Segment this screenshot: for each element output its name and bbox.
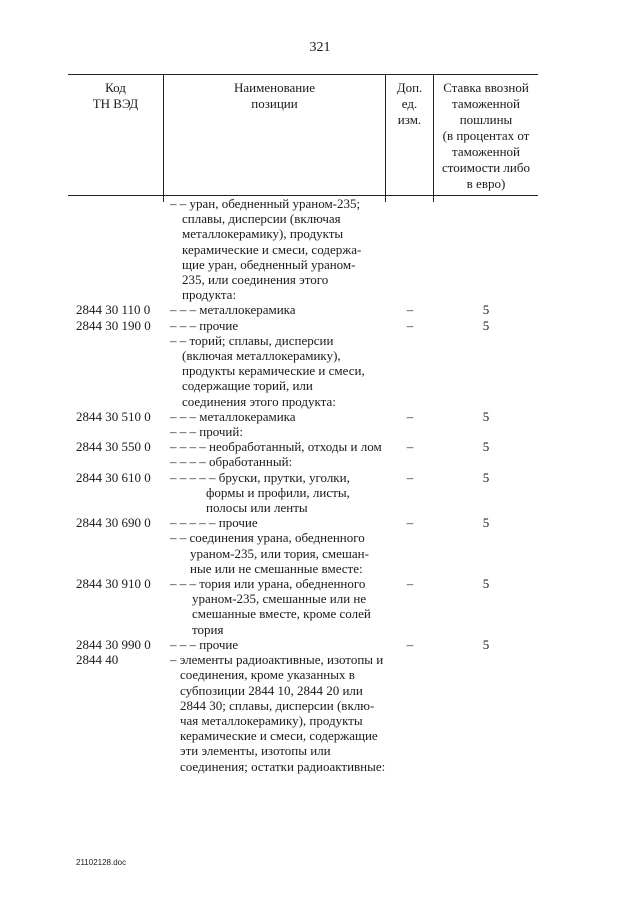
description-line: формы и профили, листы, <box>206 484 350 500</box>
page-number: 321 <box>309 40 331 55</box>
duty-rate: 5 <box>482 515 490 531</box>
description-line: 2844 30; сплавы, дисперсии (вклю- <box>180 697 375 713</box>
description-line: – – торий; сплавы, дисперсии <box>170 332 334 348</box>
tariff-table-body <box>0 196 640 774</box>
unit-dash: – <box>406 636 414 652</box>
table-row <box>0 424 640 439</box>
header-code-line: ТН ВЭД <box>92 96 139 111</box>
description-line: смешанные вместе, кроме солей <box>192 606 371 622</box>
duty-rate: 5 <box>482 439 490 455</box>
description-line: – – соединения урана, обедненного <box>170 530 365 546</box>
description-line: – – – прочие <box>170 317 239 333</box>
description-line: металлокерамику), продукты <box>182 226 344 242</box>
unit-dash: – <box>406 408 414 424</box>
description-line: ураном-235, или тория, смешан- <box>190 545 369 561</box>
header-code-column <box>68 75 163 195</box>
position-description <box>170 652 410 774</box>
description-line: сплавы, дисперсии (включая <box>182 211 341 227</box>
description-line: – – – – обработанный: <box>170 454 293 470</box>
position-description <box>170 576 410 637</box>
unit-dash: – <box>406 515 414 531</box>
description-line: тория <box>192 621 224 637</box>
description-line: – – – металлокерамика <box>170 408 296 424</box>
unit-dash: – <box>406 439 414 455</box>
header-name-line: позиции <box>251 96 298 111</box>
position-description <box>170 530 410 576</box>
header-unit-line: Доп. <box>396 80 423 95</box>
duty-rate: 5 <box>482 317 490 333</box>
unit-dash: – <box>406 317 414 333</box>
tariff-code: 2844 30 690 0 <box>76 515 151 531</box>
position-description <box>170 302 410 317</box>
table-row <box>0 652 640 774</box>
description-line: – – – металлокерамика <box>170 302 296 318</box>
header-unit-column <box>385 75 433 195</box>
unit-dash: – <box>406 469 414 485</box>
header-unit-line: ед. <box>401 96 418 111</box>
description-line: – – – – – прочие <box>170 515 258 531</box>
description-line: – – – – – бруски, прутки, уголки, <box>170 469 350 485</box>
header-rate-line: Ставка ввозной <box>443 80 529 95</box>
unit-dash: – <box>406 302 414 318</box>
position-description <box>170 409 410 424</box>
tariff-code: 2844 30 550 0 <box>76 439 151 455</box>
description-line: (включая металлокерамику), <box>182 348 341 364</box>
position-description <box>170 515 410 530</box>
duty-rate: 5 <box>482 408 490 424</box>
table-row <box>0 454 640 469</box>
description-line: ураном-235, смешанные или не <box>192 591 367 607</box>
description-line: содержащие торий, или <box>182 378 313 394</box>
tariff-code: 2844 30 110 0 <box>76 302 151 318</box>
table-row <box>0 637 640 652</box>
description-line: 235, или соединения этого <box>182 272 329 288</box>
description-line: продукта: <box>182 287 237 303</box>
header-code-line: Код <box>105 80 126 95</box>
table-row <box>0 302 640 317</box>
table-row <box>0 470 640 516</box>
tariff-code: 2844 30 910 0 <box>76 576 151 592</box>
table-row <box>0 515 640 530</box>
position-description <box>170 318 410 333</box>
table-row <box>0 318 640 333</box>
header-rate-line: таможенной <box>452 96 520 111</box>
position-description <box>170 424 410 439</box>
description-line: соединения, кроме указанных в <box>180 667 355 683</box>
description-line: – элементы радиоактивные, изотопы и <box>170 652 384 668</box>
description-line: – – – прочие <box>170 636 239 652</box>
position-description <box>170 333 410 409</box>
duty-rate: 5 <box>482 302 490 318</box>
header-unit-line: изм. <box>397 112 422 127</box>
position-description <box>170 439 410 454</box>
description-line: – – – тория или урана, обедненного <box>170 576 366 592</box>
table-row <box>0 409 640 424</box>
description-line: керамические и смеси, содержа- <box>182 241 362 257</box>
tariff-code: 2844 40 <box>76 652 119 668</box>
tariff-code: 2844 30 610 0 <box>76 469 151 485</box>
tariff-code: 2844 30 510 0 <box>76 408 151 424</box>
description-line: керамические и смеси, содержащие <box>180 728 378 744</box>
position-description <box>170 454 410 469</box>
duty-rate: 5 <box>482 576 490 592</box>
tariff-code: 2844 30 190 0 <box>76 317 151 333</box>
description-line: соединения; остатки радиоактивные: <box>180 758 386 774</box>
description-line: – – – – необработанный, отходы и лом <box>170 439 382 455</box>
table-row <box>0 576 640 637</box>
description-line: ные или не смешанные вместе: <box>190 560 363 576</box>
description-line: щие уран, обедненный ураном- <box>182 256 356 272</box>
header-name-column <box>163 75 385 195</box>
description-line: субпозиции 2844 10, 2844 20 или <box>180 682 363 698</box>
description-line: – – – прочий: <box>170 424 243 440</box>
table-row <box>0 333 640 409</box>
footer-filename: 21102128.doc <box>76 858 127 867</box>
unit-dash: – <box>406 576 414 592</box>
header-rate-line: пошлины <box>459 112 513 127</box>
header-name-line: Наименование <box>234 80 315 95</box>
duty-rate: 5 <box>482 469 490 485</box>
table-row <box>0 196 640 302</box>
description-line: – – уран, обедненный ураном-235; <box>170 196 361 211</box>
description-line: эти элементы, изотопы или <box>180 743 331 759</box>
position-description <box>170 637 410 652</box>
tariff-code: 2844 30 990 0 <box>76 636 151 652</box>
table-header <box>68 74 538 196</box>
description-line: соединения этого продукта: <box>182 393 336 409</box>
header-rate-column <box>433 75 538 195</box>
table-row <box>0 530 640 576</box>
header-rate-line: (в процентах от <box>442 128 530 143</box>
header-rate-line: стоимости либо <box>441 160 530 175</box>
header-rate-line: в евро) <box>466 176 506 191</box>
position-description <box>170 470 410 516</box>
header-rate-line: таможенной <box>452 144 520 159</box>
duty-rate: 5 <box>482 636 490 652</box>
position-description <box>170 196 410 302</box>
description-line: чая металлокерамику), продукты <box>180 712 363 728</box>
description-line: продукты керамические и смеси, <box>182 363 365 379</box>
table-row <box>0 439 640 454</box>
description-line: полосы или ленты <box>206 500 308 516</box>
